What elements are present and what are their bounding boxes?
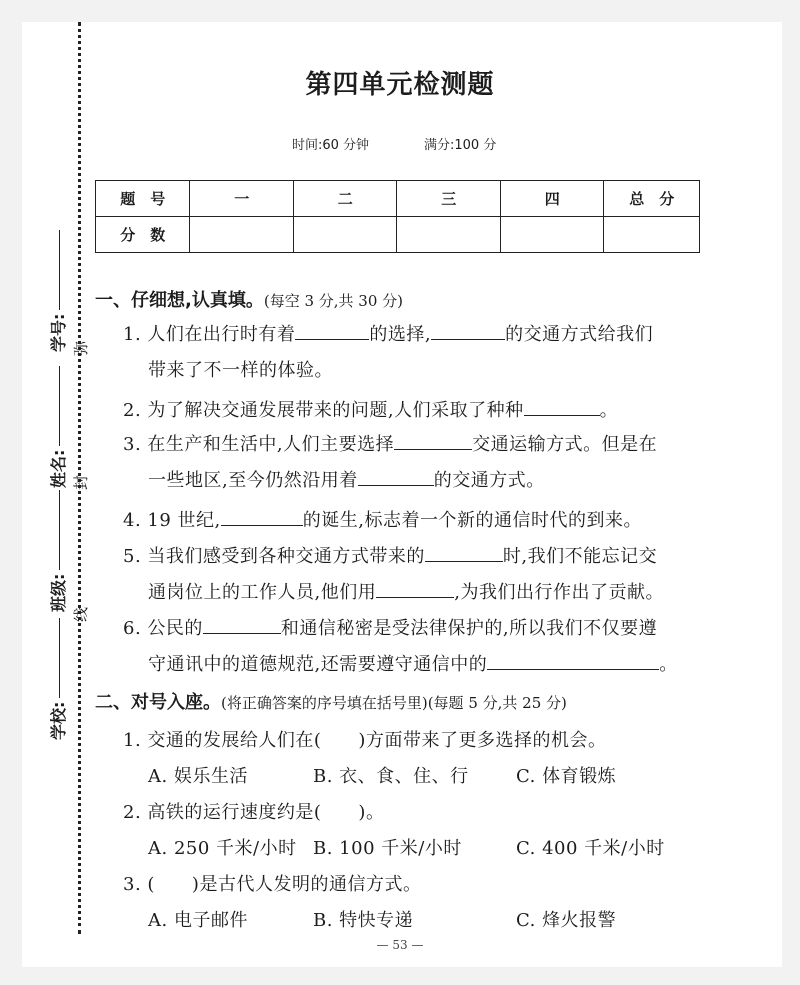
score-table-score-row	[96, 217, 700, 253]
answer-blank[interactable]	[295, 339, 369, 340]
q2-1-option-a[interactable]: A. 娱乐生活	[148, 766, 248, 787]
q1-6-line1	[123, 614, 657, 640]
binding-label-feng: 封	[72, 474, 90, 490]
q1-2-text-b: 。	[599, 400, 619, 421]
q1-4-text-b: 的诞生,标志着一个新的通信时代的到来。	[302, 510, 642, 531]
section-2-heading	[95, 688, 567, 714]
q2-2-option-c[interactable]: C. 400 千米/小时	[516, 838, 665, 859]
q2-1-stem: 1. 交通的发展给人们在( )方面带来了更多选择的机会。	[123, 730, 607, 751]
q2-2-option-b[interactable]: B. 100 千米/小时	[313, 838, 462, 859]
score-row-label: 分 数	[96, 217, 190, 253]
q1-1-line1	[123, 320, 653, 346]
q2-3-option-c[interactable]: C. 烽火报警	[516, 910, 617, 931]
name-label: 姓名:	[49, 449, 68, 488]
school-blank[interactable]	[59, 618, 60, 698]
q1-2-text-a: 2. 为了解决交通发展带来的问题,人们采取了种种	[123, 400, 524, 421]
answer-blank[interactable]	[394, 449, 472, 450]
q1-4-text-a: 4. 19 世纪,	[123, 510, 221, 531]
q1-2-line	[123, 396, 618, 422]
school-field[interactable]	[46, 618, 69, 740]
q1-5-line1	[123, 542, 657, 568]
section-1-note: (每空 3 分,共 30 分)	[263, 292, 404, 310]
score-cell[interactable]	[293, 217, 397, 253]
q1-6-text-a: 6. 公民的	[123, 618, 203, 639]
q1-3-text-b: 交通运输方式。但是在	[472, 434, 658, 455]
score-header-cell: 二	[293, 181, 397, 217]
q1-3-line2	[148, 466, 545, 492]
q1-5-text-c: 通岗位上的工作人员,他们用	[148, 582, 377, 603]
q2-3-stem: 3. ( )是古代人发明的通信方式。	[123, 874, 422, 895]
name-field[interactable]	[46, 366, 69, 488]
exam-sheet	[22, 22, 782, 967]
school-label: 学校:	[49, 701, 68, 740]
q1-1-text-b: 的选择,	[369, 324, 432, 345]
score-header-cell: 一	[190, 181, 294, 217]
answer-blank[interactable]	[431, 339, 505, 340]
score-cell[interactable]	[500, 217, 604, 253]
name-blank[interactable]	[59, 366, 60, 446]
binding-label-mi: 弥	[72, 340, 90, 356]
q1-3-text-c: 一些地区,至今仍然沿用着	[148, 470, 358, 491]
student-id-field[interactable]	[46, 230, 69, 352]
class-field[interactable]	[46, 490, 69, 612]
q1-5-text-b: 时,我们不能忘记交	[502, 546, 658, 567]
answer-blank[interactable]	[221, 525, 303, 526]
score-cell[interactable]	[190, 217, 294, 253]
score-header-cell: 总 分	[604, 181, 700, 217]
score-table	[95, 180, 700, 253]
score-table-header-row	[96, 181, 700, 217]
q1-6-text-d: 。	[659, 654, 678, 675]
q1-3-line1	[123, 430, 657, 456]
q1-1-line2: 带来了不一样的体验。	[148, 360, 333, 381]
q1-3-text-d: 的交通方式。	[433, 470, 545, 491]
q1-5-line2	[148, 578, 664, 604]
answer-blank[interactable]	[425, 561, 503, 562]
q1-6-text-c: 守通讯中的道德规范,还需要遵守通信中的	[148, 654, 488, 675]
q1-4-line	[123, 506, 642, 532]
q2-3-option-b[interactable]: B. 特快专递	[313, 910, 414, 931]
q1-3-text-a: 3. 在生产和生活中,人们主要选择	[123, 434, 395, 455]
class-blank[interactable]	[59, 490, 60, 570]
section-2-note: (将正确答案的序号填在括号里)(每题 5 分,共 25 分)	[221, 694, 567, 712]
page-number: — 53 —	[376, 938, 424, 952]
binding-label-xian: 线	[72, 606, 90, 622]
q1-1-text-a: 1. 人们在出行时有着	[123, 324, 296, 345]
answer-blank[interactable]	[203, 633, 281, 634]
q1-6-text-b: 和通信秘密是受法律保护的,所以我们不仅要遵	[280, 618, 658, 639]
q1-1-text-c: 的交通方式给我们	[505, 324, 654, 345]
q2-2-option-a[interactable]: A. 250 千米/小时	[148, 838, 297, 859]
score-cell[interactable]	[604, 217, 700, 253]
section-2-title: 二、对号入座。	[95, 692, 221, 713]
student-id-label: 学号:	[49, 313, 68, 352]
q2-3-option-a[interactable]: A. 电子邮件	[148, 910, 248, 931]
answer-blank[interactable]	[487, 669, 659, 670]
section-1-heading	[95, 286, 403, 312]
class-label: 班级:	[49, 573, 68, 612]
q2-2-stem: 2. 高铁的运行速度约是( )。	[123, 802, 385, 823]
q2-1-option-b[interactable]: B. 衣、食、住、行	[313, 766, 469, 787]
section-1-title: 一、仔细想,认真填。	[95, 290, 264, 311]
score-header-cell: 题 号	[96, 181, 190, 217]
q2-1-option-c[interactable]: C. 体育锻炼	[516, 766, 617, 787]
q1-5-text-d: ,为我们出行作出了贡献。	[454, 582, 664, 603]
full-score: 满分:100 分	[424, 138, 497, 153]
page-title: 第四单元检测题	[305, 70, 495, 100]
q1-5-text-a: 5. 当我们感受到各种交通方式带来的	[123, 546, 425, 567]
answer-blank[interactable]	[358, 485, 434, 486]
score-cell[interactable]	[397, 217, 501, 253]
q1-6-line2	[148, 650, 678, 676]
student-id-blank[interactable]	[59, 230, 60, 310]
answer-blank[interactable]	[524, 415, 600, 416]
score-header-cell: 四	[500, 181, 604, 217]
answer-blank[interactable]	[376, 597, 454, 598]
exam-time: 时间:60 分钟	[292, 138, 370, 153]
score-header-cell: 三	[397, 181, 501, 217]
